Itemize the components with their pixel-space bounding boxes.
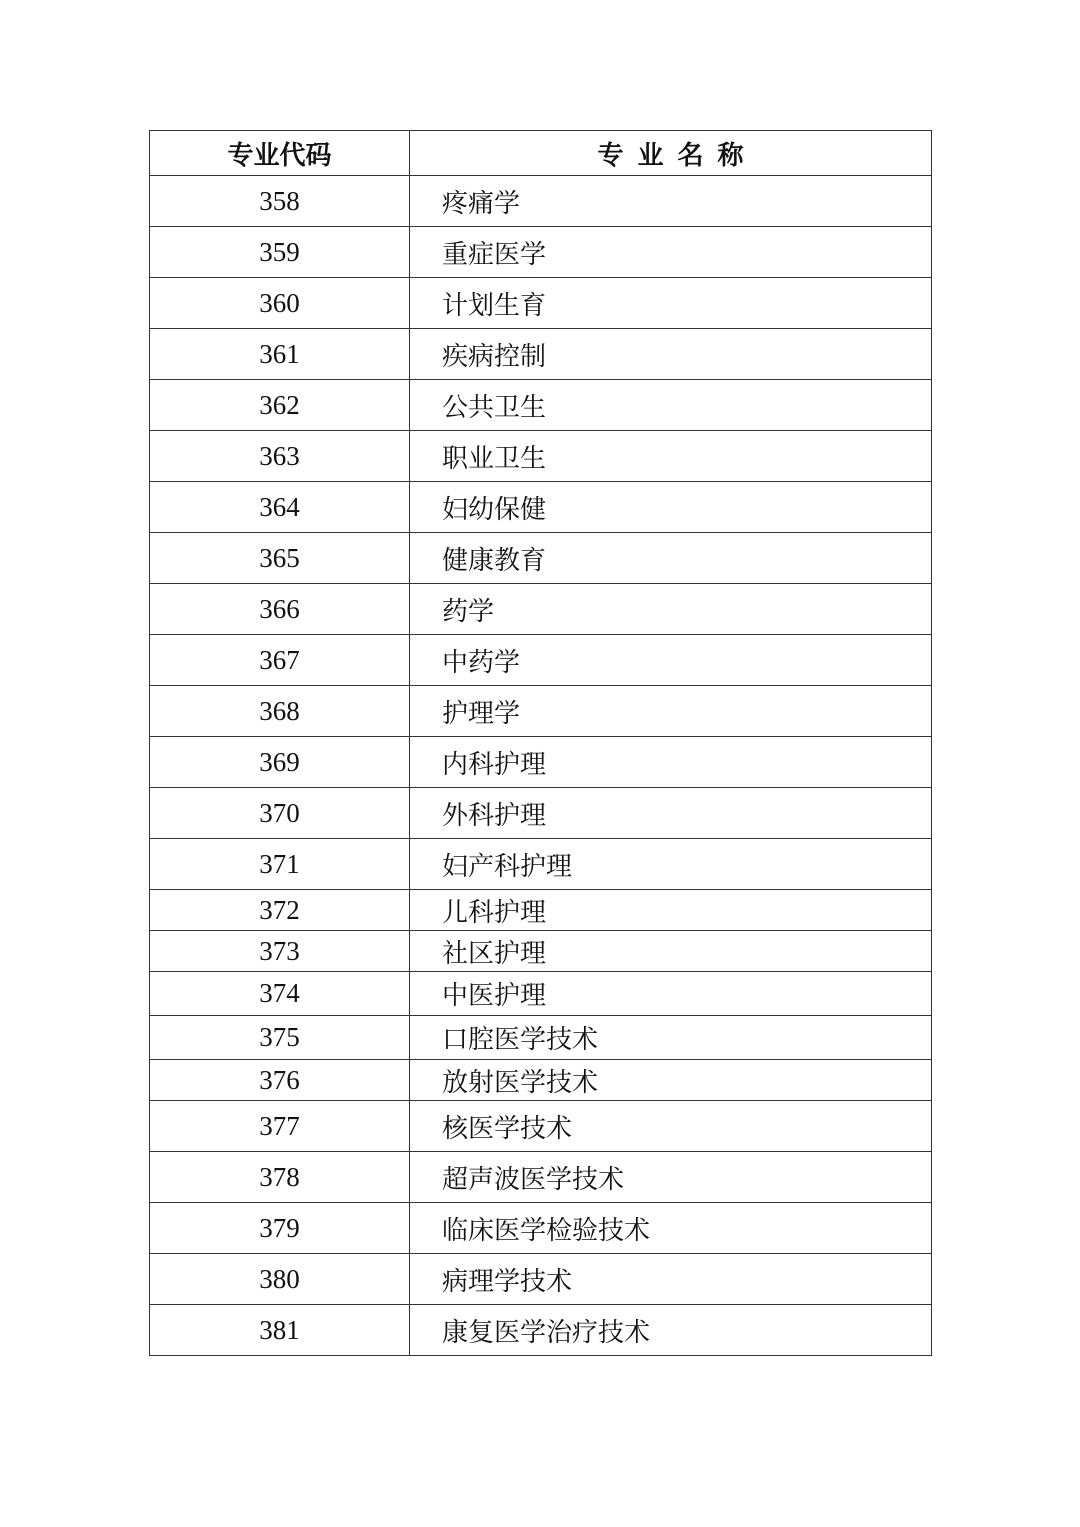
row-name: 重症医学 [410, 227, 932, 278]
table-row [150, 1101, 932, 1152]
row-name: 职业卫生 [410, 431, 932, 482]
row-code: 372 [150, 890, 410, 931]
row-name: 妇产科护理 [410, 839, 932, 890]
table-row [150, 972, 932, 1016]
row-code: 371 [150, 839, 410, 890]
table-row [150, 482, 932, 533]
row-name: 核医学技术 [410, 1101, 932, 1152]
row-name: 疾病控制 [410, 329, 932, 380]
row-code: 360 [150, 278, 410, 329]
table-row [150, 1203, 932, 1254]
row-name: 公共卫生 [410, 380, 932, 431]
row-name: 内科护理 [410, 737, 932, 788]
row-name: 中药学 [410, 635, 932, 686]
row-name: 外科护理 [410, 788, 932, 839]
row-code: 359 [150, 227, 410, 278]
row-code: 361 [150, 329, 410, 380]
table-row [150, 737, 932, 788]
row-code: 368 [150, 686, 410, 737]
row-name: 社区护理 [410, 931, 932, 972]
header-code: 专业代码 [150, 131, 410, 176]
row-code: 363 [150, 431, 410, 482]
table-row [150, 227, 932, 278]
row-name: 放射医学技术 [410, 1060, 932, 1101]
header-row [150, 131, 932, 176]
row-code: 376 [150, 1060, 410, 1101]
table-row [150, 176, 932, 227]
table-row [150, 788, 932, 839]
row-code: 379 [150, 1203, 410, 1254]
row-code: 374 [150, 972, 410, 1016]
row-code: 380 [150, 1254, 410, 1305]
row-name: 康复医学治疗技术 [410, 1305, 932, 1356]
table-row [150, 1305, 932, 1356]
row-code: 367 [150, 635, 410, 686]
row-name: 超声波医学技术 [410, 1152, 932, 1203]
row-code: 365 [150, 533, 410, 584]
table-row [150, 635, 932, 686]
row-name: 口腔医学技术 [410, 1016, 932, 1060]
row-code: 369 [150, 737, 410, 788]
table-row [150, 890, 932, 931]
table-row [150, 1016, 932, 1060]
row-name: 儿科护理 [410, 890, 932, 931]
table-row [150, 931, 932, 972]
row-code: 375 [150, 1016, 410, 1060]
table-row [150, 431, 932, 482]
row-code: 362 [150, 380, 410, 431]
row-code: 378 [150, 1152, 410, 1203]
table-row [150, 1060, 932, 1101]
table-row [150, 329, 932, 380]
row-name: 病理学技术 [410, 1254, 932, 1305]
row-name: 护理学 [410, 686, 932, 737]
table-row [150, 533, 932, 584]
row-name: 妇幼保健 [410, 482, 932, 533]
table-row [150, 839, 932, 890]
table-header [150, 131, 932, 176]
row-name: 药学 [410, 584, 932, 635]
row-name: 健康教育 [410, 533, 932, 584]
table-row [150, 1152, 932, 1203]
row-code: 373 [150, 931, 410, 972]
table-row [150, 584, 932, 635]
table-row [150, 1254, 932, 1305]
table-row [150, 278, 932, 329]
row-code: 370 [150, 788, 410, 839]
row-name: 疼痛学 [410, 176, 932, 227]
table-body [150, 176, 932, 1356]
row-code: 381 [150, 1305, 410, 1356]
row-name: 中医护理 [410, 972, 932, 1016]
row-code: 366 [150, 584, 410, 635]
table-row [150, 380, 932, 431]
row-name: 临床医学检验技术 [410, 1203, 932, 1254]
row-name: 计划生育 [410, 278, 932, 329]
header-name: 专业名称 [410, 131, 932, 176]
row-code: 364 [150, 482, 410, 533]
major-code-table [149, 130, 932, 1356]
row-code: 377 [150, 1101, 410, 1152]
table-row [150, 686, 932, 737]
row-code: 358 [150, 176, 410, 227]
